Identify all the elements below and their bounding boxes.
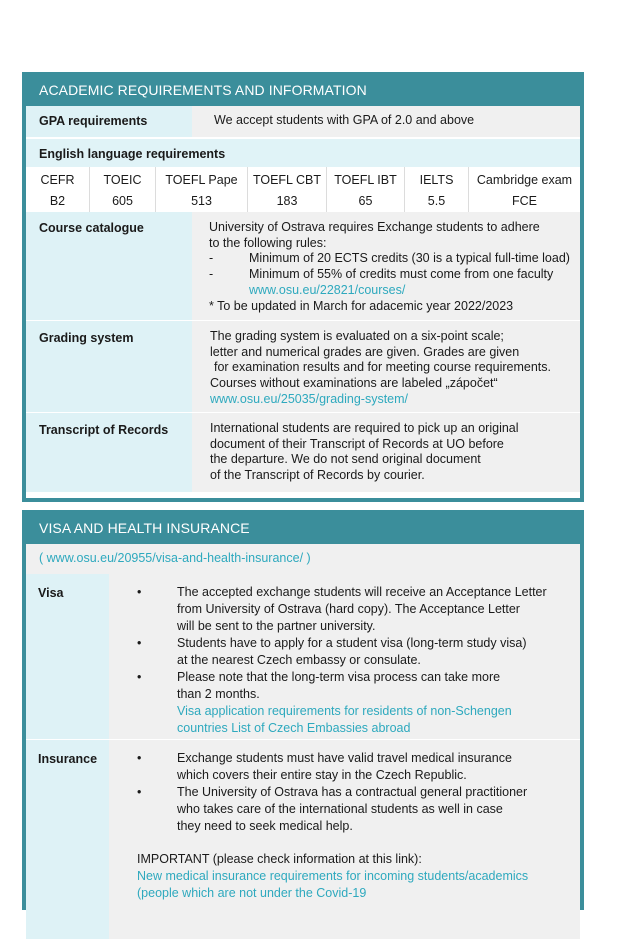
insurance-bullet <box>137 784 570 835</box>
bullet-marker: • <box>137 670 142 684</box>
transcript-content <box>192 413 580 492</box>
bullet-line: Please note that the long-term visa process can take more <box>177 670 501 684</box>
important-note: IMPORTANT (please check information at this link): <box>137 852 422 866</box>
course-note: * To be updated in March for adacemic year 2022/2023 <box>209 298 514 313</box>
bullet-marker: • <box>137 585 142 599</box>
transcript-row <box>26 412 580 492</box>
test-cefr <box>26 167 90 212</box>
test-toefl-paper <box>156 167 248 212</box>
visa-bullet <box>137 635 570 669</box>
test-score: 513 <box>191 194 212 208</box>
test-score: 65 <box>358 194 373 208</box>
bullet-marker: • <box>137 636 142 650</box>
gpa-value: We accept students with GPA of 2.0 and above <box>192 106 580 137</box>
test-cambridge <box>469 167 580 212</box>
visa-requirements-link[interactable]: Visa application requirements for residents of non-Schengen <box>177 704 512 718</box>
test-score: 183 <box>276 194 298 208</box>
dash-marker: - <box>209 251 214 266</box>
grading-system-row <box>26 320 580 412</box>
test-score: B2 <box>49 194 66 208</box>
transcript-line: document of their Transcript of Records at UO before <box>210 436 504 451</box>
visa-label: Visa <box>26 574 109 739</box>
medical-insurance-link-cont[interactable]: (people which are not under the Covid-19 <box>137 886 367 900</box>
test-score: 5.5 <box>427 194 446 208</box>
bullet-line: The University of Ostrava has a contractual general practitioner <box>177 785 528 799</box>
test-name: TOEFL IBT <box>334 173 397 187</box>
bullet-line: from University of Ostrava (hard copy). The Acceptance Letter <box>177 602 520 616</box>
course-catalogue-row <box>26 212 580 320</box>
test-toefl-ibt <box>327 167 405 212</box>
medical-insurance-link[interactable]: New medical insurance requirements for incoming students/academics <box>137 869 529 883</box>
dash-marker: - <box>209 267 214 282</box>
bullet-marker: • <box>137 751 142 765</box>
visa-bullet <box>137 584 570 635</box>
bullet-line: Students have to apply for a student visa (long-term study visa) <box>177 636 527 650</box>
course-line: to the following rules: <box>209 235 327 250</box>
grading-line: letter and numerical grades are given. Grades are given <box>210 344 520 359</box>
bullet-line: will be sent to the partner university. <box>177 619 376 633</box>
insurance-label: Insurance <box>26 740 109 939</box>
gpa-label: GPA requirements <box>26 106 192 137</box>
bullet-line: Exchange students must have valid travel medical insurance <box>177 751 512 765</box>
grading-line: for examination results and for meeting course requirements. <box>214 360 551 375</box>
insurance-bullet <box>137 750 570 784</box>
visa-bullet <box>137 669 570 737</box>
course-rule <box>209 267 580 283</box>
transcript-line: of the Transcript of Records by courier. <box>210 468 425 483</box>
bullet-line: which covers their entire stay in the Czech Republic. <box>177 768 467 782</box>
insurance-content <box>109 740 580 939</box>
course-rule <box>209 251 580 267</box>
bullet-marker: • <box>137 785 142 799</box>
course-catalogue-content <box>192 212 580 320</box>
courses-link[interactable]: www.osu.eu/22821/courses/ <box>249 282 406 297</box>
test-name: Cambridge exam <box>476 173 573 187</box>
course-rule-text: Minimum of 55% of credits must come from one faculty <box>249 267 554 282</box>
insurance-row <box>26 739 580 939</box>
visa-health-link[interactable]: ( www.osu.eu/20955/visa-and-health-insurance/ ) <box>26 544 580 574</box>
transcript-line: International students are required to pick up an original <box>210 421 519 435</box>
grading-system-label: Grading system <box>26 321 192 412</box>
academic-section <box>22 72 584 502</box>
academic-section-title: ACADEMIC REQUIREMENTS AND INFORMATION <box>26 76 580 106</box>
test-name: IELTS <box>419 173 454 187</box>
grading-system-link[interactable]: www.osu.eu/25035/grading-system/ <box>210 391 409 406</box>
english-requirements-label: English language requirements <box>26 137 580 167</box>
test-name: TOEFL Pape <box>165 173 238 187</box>
transcript-label: Transcript of Records <box>26 413 192 492</box>
course-catalogue-label: Course catalogue <box>26 212 192 320</box>
bullet-line: at the nearest Czech embassy or consulate. <box>177 653 421 667</box>
grading-line: The grading system is evaluated on a six-point scale; <box>210 329 504 343</box>
test-name: CEFR <box>40 173 75 187</box>
test-toeic <box>90 167 156 212</box>
transcript-line: the departure. We do not send original document <box>210 452 481 467</box>
test-score: FCE <box>512 194 537 208</box>
visa-content <box>109 574 580 739</box>
course-rule-text: Minimum of 20 ECTS credits (30 is a typical full-time load) <box>249 251 570 266</box>
czech-embassies-link[interactable]: countries List of Czech Embassies abroad <box>177 721 411 735</box>
visa-section <box>22 510 584 910</box>
grading-system-content <box>192 321 580 412</box>
grading-line: Courses without examinations are labeled „zápočet“ <box>210 376 498 391</box>
test-name: TOEFL CBT <box>252 173 322 187</box>
visa-section-title: VISA AND HEALTH INSURANCE <box>26 514 580 544</box>
test-score: 605 <box>112 194 133 208</box>
test-toefl-cbt <box>248 167 327 212</box>
gpa-row <box>26 106 580 137</box>
bullet-line: The accepted exchange students will receive an Acceptance Letter <box>177 585 547 599</box>
bullet-line: than 2 months. <box>177 687 260 701</box>
visa-row <box>26 574 580 739</box>
bullet-line: who takes care of the international students as well in case <box>177 802 503 816</box>
test-ielts <box>405 167 469 212</box>
bullet-line: they need to seek medical help. <box>177 819 353 833</box>
language-tests-table <box>26 167 580 212</box>
test-name: TOEIC <box>103 173 142 187</box>
course-line: University of Ostrava requires Exchange students to adhere <box>209 220 540 234</box>
